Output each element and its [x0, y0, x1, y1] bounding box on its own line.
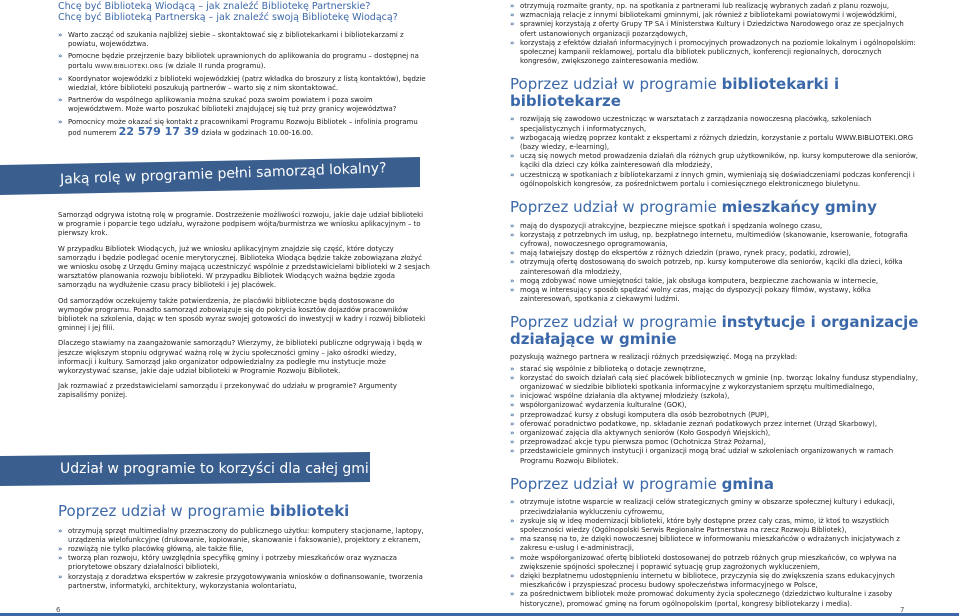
header-question-2: Chcę być Biblioteką Partnerską – jak znaleźć swoją Bibliotekę Wiodącą?	[58, 11, 398, 23]
list-item: » mają do dyspozycji atrakcyjne, bezpieczne miejsce spotkań i spędzania wolnego czasu,	[510, 222, 920, 231]
paragraph: Jak rozmawiać z przedstawicielami samorządu i przekonywać do udziału w programie? Argumenty zapisaliśmy poniżej.	[58, 382, 397, 400]
libraries-benefits-continued	[510, 2, 920, 66]
section-heading-prefix: Poprzez udział w programie	[58, 502, 270, 520]
paragraph: Dlaczego stawiamy na zaangażowanie samorządu? Wierzymy, że biblioteki publiczne odgrywają i będą w jeszcze większym stopniu odgrywać ważną rolę w życiu społeczności gminy – jako ośrodki wiedzy, informacji i kultury. Samorząd jako organizator odpowiedzialny za podległe mu instytucje może wykorzystywać szanse, jakie daje udział biblioteki w Programie Rozwoju Bibliotek.	[58, 339, 422, 376]
paragraph: W przypadku Bibliotek Wiodących, już we wniosku aplikacyjnym znajdzie się część, które dotyczy samorządu i będzie podlegać ocenie merytorycznej. Biblioteka Wiodąca będzie także zobowiązana złożyć we wniosku osobę z Urzędu Gminy mającą uczestniczyć wspólnie z przedstawicielami biblioteki w 2 sesjach warsztatów planowania rozwoju biblioteki. W przypadku Bibliotek Wiodących ważna będzie zgoda samorządu na wydłużenie czasu pracy biblioteki i jej placówek.	[58, 244, 430, 290]
list-item: » ma szansę na to, że dzięki nowoczesnej bibliotece w informowaniu mieszkańców o wdrażanych inicjatywach z zakresu e-usług i e-administracji,	[510, 535, 920, 553]
section-heading-residents	[510, 199, 920, 216]
libraries-benefits-list	[58, 527, 430, 591]
list-item: » rozwijają się zawodowo uczestnicząc w warsztatach z zarządzania nowoczesną placówką, szkoleniach specjalistycznych i informatycznych,	[510, 115, 920, 133]
section-heading-institutions	[510, 314, 920, 347]
list-item	[58, 118, 430, 138]
section-heading-prefix: Poprzez udział w programie	[510, 198, 722, 217]
list-item: » korzystają z potrzebnych im usług, np. bezpłatnego internetu, multimediów (skanowanie, kserowanie, fotografia cyfrowa), nowoczesnego oprogramowania,	[510, 231, 920, 249]
page-number-left: 6	[56, 606, 61, 614]
helpline-text: Pomocnicy może okazać się kontakt z pracownikami Programu Rozwoju Bibliotek – infolinia programu pod numerem	[68, 117, 418, 137]
page-number-right: 7	[900, 606, 905, 614]
section-heading-bold: gmina	[721, 474, 774, 493]
libraries-benefits-section	[58, 503, 430, 591]
list-item: » przedstawiciele gminnych instytucji i organizacji mogą brać udział w szkoleniach organizowanych w ramach Programu Rozwoju Bibliotek.	[510, 447, 920, 465]
section-heading-bold: biblioteki	[269, 502, 350, 520]
list-item: » tworzą plan rozwoju, który uwzględnia specyfikę gminy i potrzeby mieszkańców oraz wyznacza priorytetowe obszary działalności biblioteki,	[58, 554, 430, 572]
section-heading-bold: mieszkańcy gminy	[721, 198, 877, 217]
list-item: » otrzymują sprzęt multimedialny przeznaczony do publicznego użytku: komputery stacjonarne, laptopy, urządzenia wielofunkcyjne (drukowanie, kopiowanie, skanowanie i faksowanie), projektory z ekranem,	[58, 527, 430, 545]
paragraph: Od samorządów oczekujemy także potwierdzenia, że placówki biblioteczne będą dostosowane do wymogów programu. Ponadto samorząd zobowiązuje się do pokrycia kosztów dojazdów pracowników bibliotek na szkolenia, dając w ten sposób wyraz swojej gotowości do inwestycji w kadry i rozwój biblioteki gminnej i jej filii.	[58, 296, 426, 333]
list-item: » uczestniczą w spotkaniach z bibliotekarzami z innych gmin, wymieniają się doświadczeniami podczas konferencji i ogólnopolskich kongresów, za pośrednictwem portalu i comiesięcznego elektronicznego biuletynu.	[510, 171, 920, 189]
helpline-hours: działa w godzinach 10.00-16.00.	[199, 128, 314, 137]
list-item: » otrzymują ofertę dostosowaną do swoich potrzeb, np. kursy komputerowe dla seniorów, kąciki dla dzieci, kółka zainteresowań dla młodzieży,	[510, 258, 920, 276]
list-item: » oferować poradnictwo podatkowe, np. składanie zeznań podatkowych przez internet (Urząd Skarbowy),	[510, 420, 920, 429]
list-item: » Koordynator wojewódzki z biblioteki wojewódzkiej (patrz wkładka do broszury z listą kontaktów), będzie wiedział, które biblioteki poszukują partnerów – warto się z nim skontaktować.	[58, 75, 430, 93]
list-item: » dzięki bezpłatnemu udostępnieniu internetu w bibliotece, przyczynia się do zwiększenia szans edukacyjnych mieszkańców i przyspieszać procesu budowy społeczeństwa informacyjnego w Polsce,	[510, 572, 920, 590]
list-item: » inicjować wspólne działania dla aktywnej młodzieży (szkoła),	[510, 392, 920, 401]
portal-text: Pomocne będzie przejrzenie bazy bibliotek uprawnionych do aplikowania do programu – dostępnej na portalu	[68, 52, 419, 70]
institutions-benefits-list	[510, 365, 920, 466]
list-item: » może współorganizować ofertę biblioteki dostosowanej do potrzeb różnych grup mieszkańców, co wpływa na zwiększenie spójności społecznej i poprawić sytuację grup zagrożonych wykluczeniem,	[510, 554, 920, 572]
list-item: » rozwiążą nie tylko placówkę główną, ale także filie,	[58, 545, 430, 554]
list-item: » przeprowadzać kursy z obsługi komputera dla osób bezrobotnych (PUP),	[510, 411, 920, 420]
band-heading-2-text: Udział w programie to korzyści dla całej gminy	[60, 461, 386, 477]
list-item: » Partnerów do wspólnego aplikowania można szukać poza swoim powiatem i poza swoim województwem. Może warto poszukać biblioteki znajdującej się tuż przy granicy województwa?	[58, 96, 430, 114]
list-item: » przeprowadzać akcje typu pierwsza pomoc (Ochotnicza Straż Pożarna),	[510, 438, 920, 447]
librarians-benefits-list	[510, 115, 920, 189]
helpline-number: 22 579 17 39	[118, 124, 200, 138]
list-item: » korzystają z efektów działań informacyjnych i promocyjnych prowadzonych na poziomie lokalnym i ogólnopolskim: społecznej kampanii reklamowej, portalu dla bibliotek publicznych, konferencji regionalnych, dorocznych kongresów, zwiększonego zainteresowania mediów.	[510, 39, 920, 67]
paragraph: Samorząd odgrywa istotną rolę w programie. Dostrzeżenie możliwości rozwoju, jakie daje udział biblioteki w programie i poparcie tego udziału, wyrażone podpisem wójta/burmistrza we wniosku aplikacyjnym – to pierwszy krok.	[58, 211, 424, 238]
left-column	[58, 2, 430, 138]
list-item: » współorganizować wydarzenia kulturalne (GOK),	[510, 401, 920, 410]
list-item: » za pośrednictwem bibliotek może promować dokumenty życia społecznego (dziedzictwo kulturalne i zasoby historyczne), promować gminę na forum ogólnopolskim (portal, kongresy bibliotekarzy i media).	[510, 590, 920, 608]
self-government-section	[58, 211, 430, 407]
band-heading-1-text: Jaką rolę w programie pełni samorząd lokalny?	[59, 160, 387, 188]
list-item: » Warto zacząć od szukania najbliżej siebie – skontaktować się z bibliotekarkami i bibliotekarzami z powiatu, województwa.	[58, 31, 430, 49]
residents-benefits-list	[510, 222, 920, 305]
partner-search-list	[58, 31, 430, 138]
list-item: » sprawniej korzystają z oferty Grupy TP SA i Ministerstwa Kultury i Dziedzictwa Narodowego oraz ze specjalnych ofert ustanowionych organizacji pozarządowych,	[510, 20, 920, 38]
list-item: » otrzymuje istotne wsparcie w realizacji celów strategicznych gminy w obszarze społecznej kultury i edukacji, przeciwdziałania wykluczeniu cyfrowemu,	[510, 498, 920, 516]
list-item: » mogą zdobywać nowe umiejętności takie, jak obsługa komputera, bezpieczne zachowania w internecie,	[510, 277, 920, 286]
section-heading-gmina	[510, 476, 920, 493]
list-item: » organizować zajęcia dla aktywnych seniorów (Koło Gospodyń Wiejskich),	[510, 429, 920, 438]
list-item: » korzystać do swoich działań całą sieć placówek bibliotecznych w gminie (np. tworząc lokalny fundusz stypendialny, organizować w siedzibie biblioteki spotkania informacyjne z wykorzystaniem sprzętu multimedialnego,	[510, 374, 920, 392]
list-item: » mają łatwiejszy dostęp do ekspertów z różnych dziedzin (prawo, rynek pracy, podatki, zdrowie),	[510, 249, 920, 258]
list-item: » wzbogacają wiedzę poprzez kontakt z ekspertami z różnych dziedzin, korzystanie z portalu WWW.BIBLIOTEKI.ORG (bazy wiedzy, e-learning),	[510, 134, 920, 152]
list-item: » korzystają z doradztwa ekspertów w zakresie przygotowywania wniosków o dofinansowanie, tworzenia partnerstw, informatyki, architektury, wykorzystania wolontariatu,	[58, 573, 430, 591]
right-page	[480, 0, 959, 616]
list-item: » mogą w interesujący sposób spędzać wolny czas, mając do dyspozycji pokazy filmów, wystawy, kółka zainteresowań, spotkania z ciekawymi ludźmi.	[510, 286, 920, 304]
section-heading-librarians	[510, 76, 920, 109]
list-item	[58, 52, 430, 71]
list-item: » zyskuje się w ideę modernizacji biblioteki, które były dostępne przez cały czas, mimo, iż ktoś to wszystkich społeczności wiedzy (Ogólnopolski Serwis Regionalne Partnerstwa na rzecz Rozwoju Bibliotek),	[510, 517, 920, 535]
institutions-intro: pozyskują ważnego partnera w realizacji różnych przedsięwzięć. Mogą na przykład:	[510, 353, 798, 362]
right-column	[510, 2, 920, 609]
section-heading-prefix: Poprzez udział w programie	[510, 75, 722, 94]
list-item: » starać się wspólnie z biblioteką o dotacje zewnętrzne,	[510, 365, 920, 374]
section-heading-prefix: Poprzez udział w programie	[510, 474, 722, 493]
section-heading-bold: bibliotekarki i bibliotekarze	[510, 75, 840, 110]
header-question-1: Chcę być Biblioteką Wiodącą – jak znaleźć Bibliotekę Partnerskie?	[58, 1, 371, 12]
list-item: » uczą się nowych metod prowadzenia działań dla różnych grup użytkowników, np. kursy komputerowe dla seniorów, kąciki dla dzieci czy kółka zainteresowań dla młodzieży,	[510, 152, 920, 170]
portal-link[interactable]: WWW.BIBLIOTEKI.ORG	[94, 63, 164, 70]
portal-text-end: (w dziale II runda programu).	[163, 61, 266, 70]
section-heading-bold: instytucje i organizacje działające w gminie	[510, 313, 919, 348]
list-item: » wzmacniają relacje z innymi bibliotekami gminnymi, jak również z bibliotekami powiatowymi i wojewódzkimi,	[510, 11, 920, 20]
section-heading-libraries	[58, 503, 430, 520]
section-heading-prefix: Poprzez udział w programie	[510, 313, 722, 332]
list-item: » otrzymują rozmaite granty, np. na spotkania z partnerami lub realizację wybranych zadań z planu rozwoju,	[510, 2, 920, 11]
gmina-benefits-list	[510, 498, 920, 608]
